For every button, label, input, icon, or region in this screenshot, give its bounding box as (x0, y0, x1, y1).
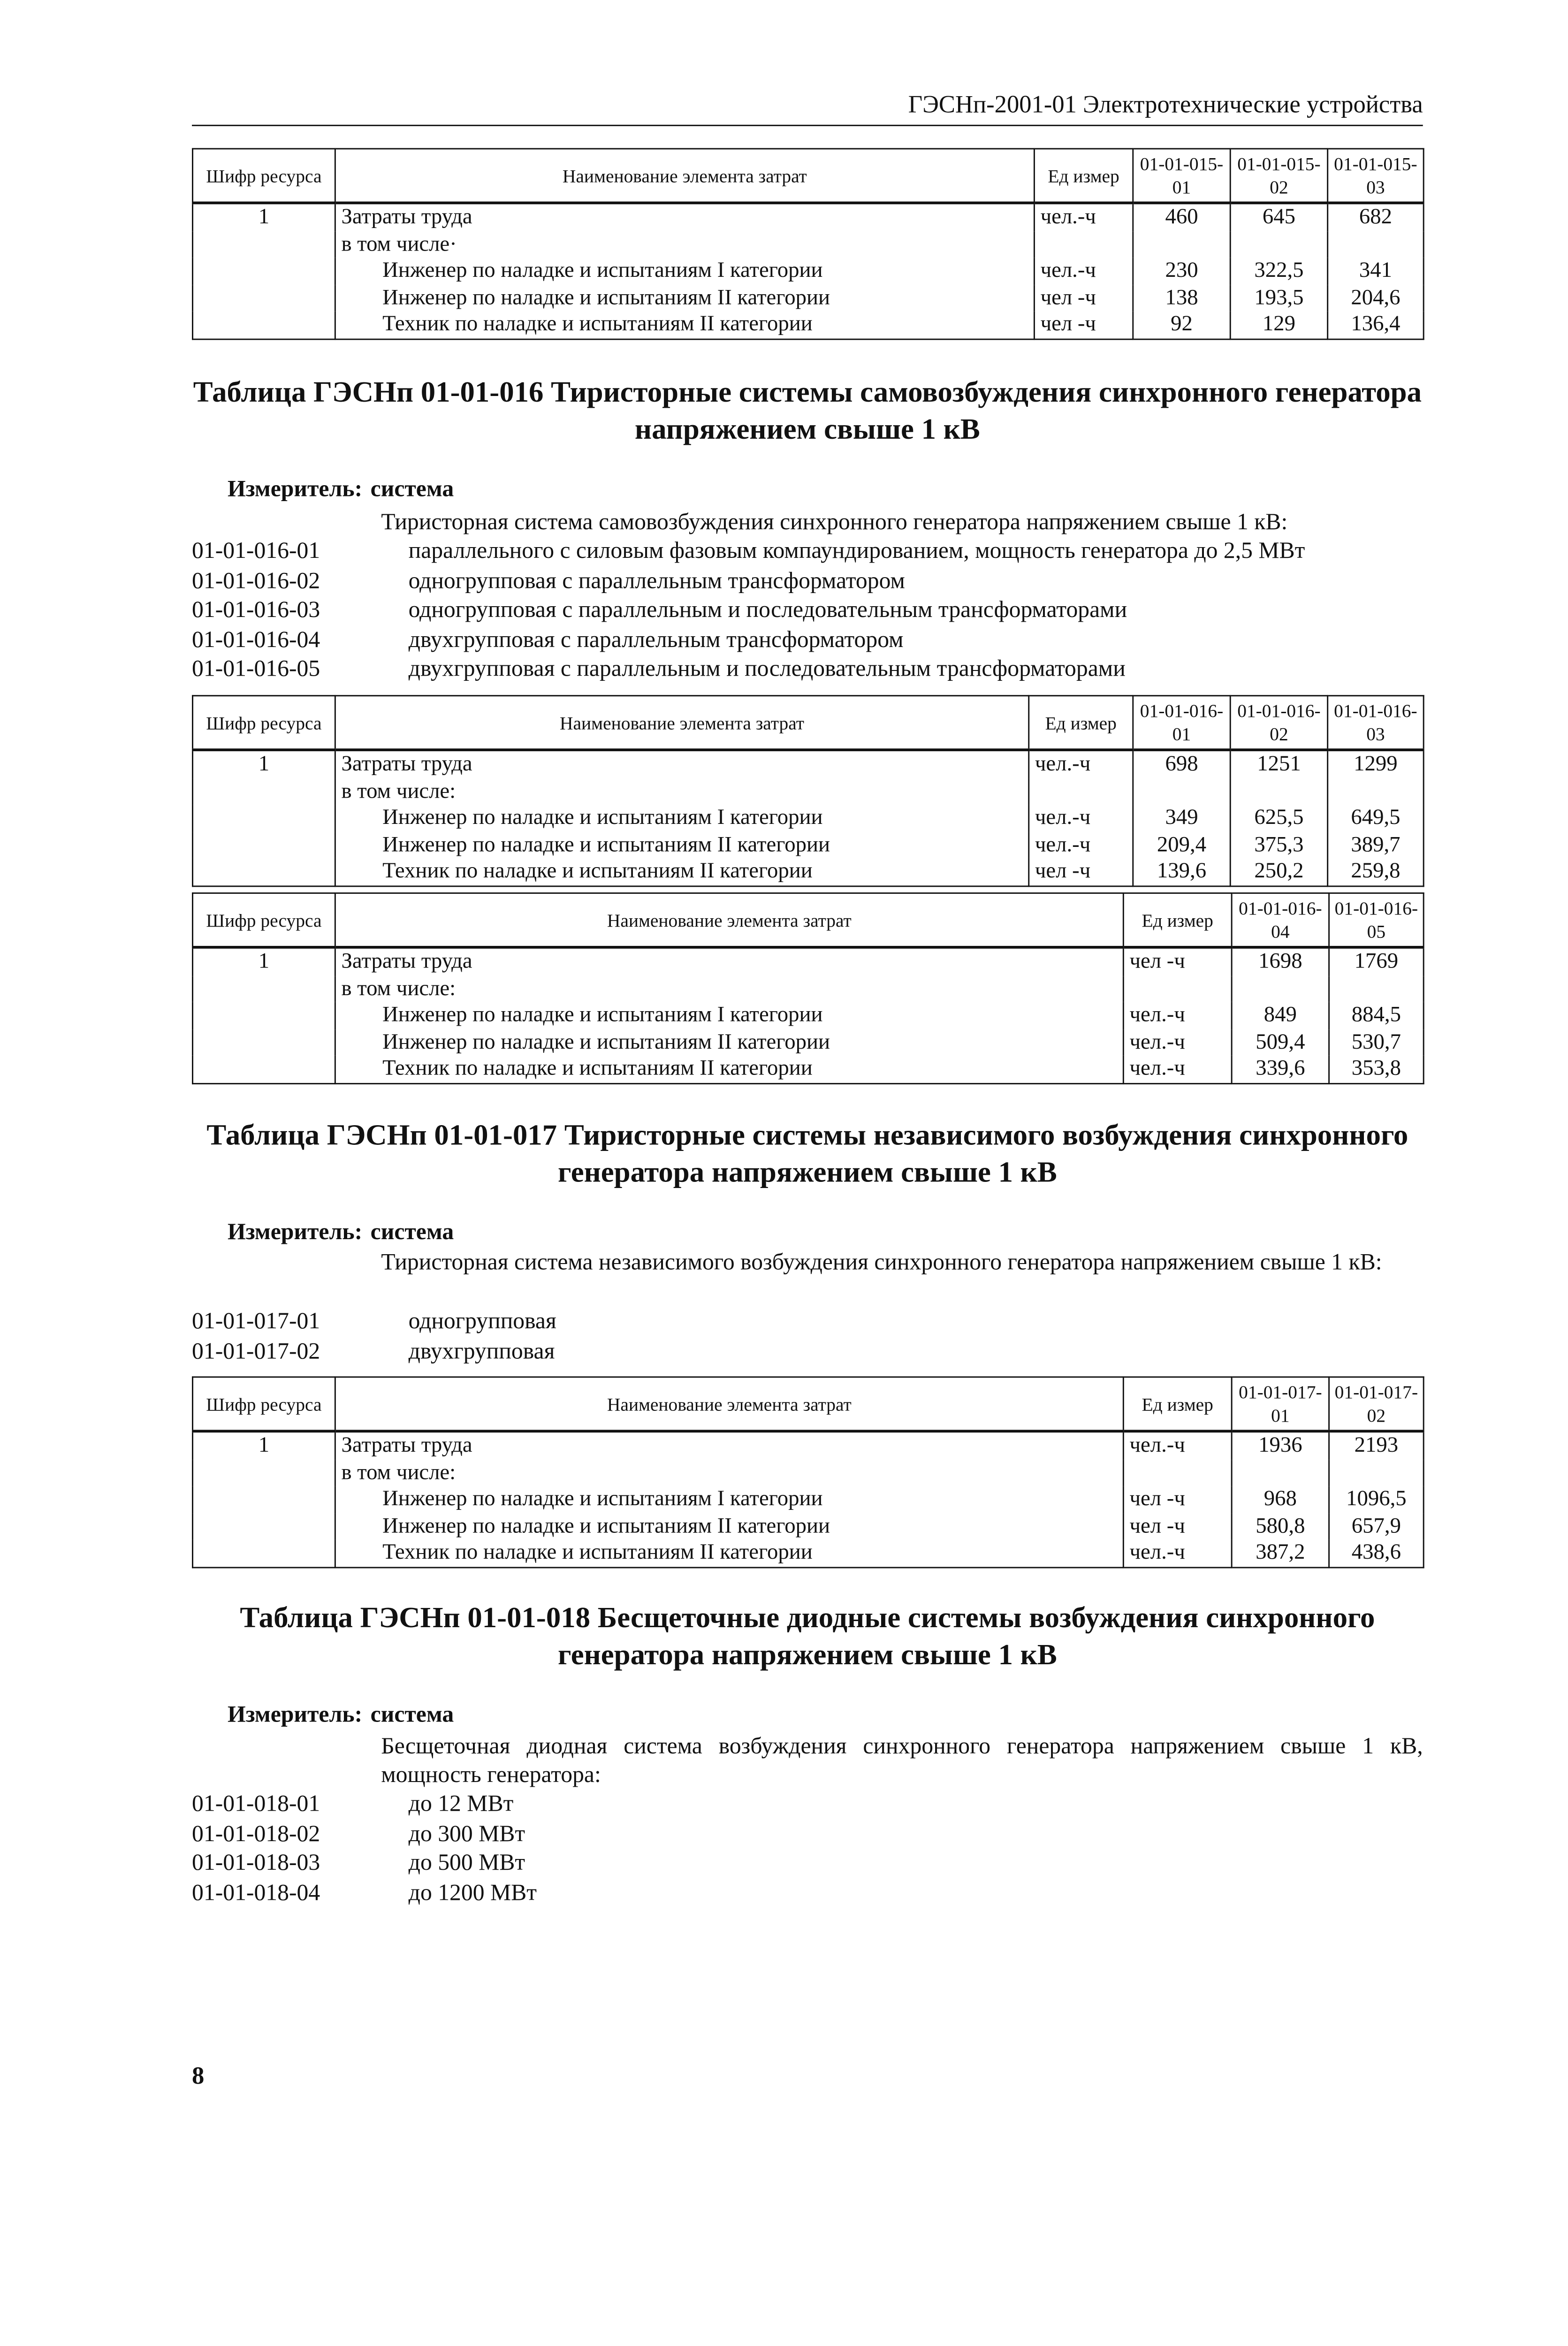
cell-code (192, 858, 335, 885)
cell-code: 1 (192, 203, 335, 231)
cell-unit (1123, 1459, 1232, 1486)
cell-code (192, 1513, 335, 1539)
cell-code (192, 805, 335, 831)
col-header-unit: Ед измер (1123, 1377, 1232, 1431)
code-list-016 (192, 536, 1423, 683)
table-row (192, 1486, 1423, 1513)
cell-name: Инженер по наладке и испытаниям II категории (335, 831, 1028, 858)
table-row (192, 1459, 1423, 1486)
cell-value: 349 (1133, 805, 1230, 831)
cell-name: Техник по наладке и испытаниям II категории (335, 858, 1028, 885)
col-header-name: Наименование элемента затрат (335, 893, 1123, 947)
list-item (192, 1819, 1423, 1848)
table-row (192, 1056, 1423, 1083)
cell-value: 530,7 (1329, 1029, 1424, 1056)
list-item (192, 565, 1423, 595)
norm-code: 01-01-016-01 (192, 537, 320, 564)
cell-value: 389,7 (1328, 831, 1424, 858)
cell-code: 1 (192, 947, 335, 975)
cell-unit: чел -ч (1123, 1486, 1232, 1513)
cell-unit: чел.-ч (1123, 1002, 1232, 1029)
cell-value: 509,4 (1232, 1029, 1329, 1056)
table-row (192, 203, 1423, 231)
norm-desc: двухгрупповая (408, 1337, 555, 1363)
cell-code (192, 258, 335, 284)
cell-value: 438,6 (1329, 1539, 1424, 1567)
col-header-name: Наименование элемента затрат (335, 149, 1034, 203)
cell-value: 341 (1328, 258, 1424, 284)
col-header-norm-2: 01-01-016-02 (1230, 696, 1327, 750)
cell-value: 375,3 (1230, 831, 1327, 858)
table-row (192, 750, 1423, 778)
cell-name: в том числе: (335, 778, 1028, 805)
table-header-row (192, 149, 1423, 203)
cell-value: 1698 (1232, 947, 1329, 975)
cell-value: 2193 (1329, 1431, 1424, 1459)
cell-value: 204,6 (1328, 284, 1424, 311)
cell-code: 1 (192, 750, 335, 778)
cell-unit: чел -ч (1034, 284, 1133, 311)
cell-name: Инженер по наладке и испытаниям I категории (335, 805, 1028, 831)
cell-value: 1096,5 (1329, 1486, 1424, 1513)
meter-label: Измеритель: (228, 1219, 363, 1245)
cell-value: 1299 (1328, 750, 1424, 778)
cell-code (192, 1002, 335, 1029)
cell-value: 645 (1230, 203, 1327, 231)
cell-code (192, 231, 335, 258)
cell-unit (1034, 231, 1133, 258)
cell-code (192, 1539, 335, 1567)
cell-unit: чел.-ч (1123, 1029, 1232, 1056)
cell-value (1329, 975, 1424, 1002)
norm-desc: одногрупповая с параллельным и последовательным трансформаторами (408, 596, 1127, 623)
cell-value (1329, 1459, 1424, 1486)
cell-value: 849 (1232, 1002, 1329, 1029)
list-item (192, 536, 1423, 565)
cell-value: 209,4 (1133, 831, 1230, 858)
norm-code: 01-01-017-02 (192, 1337, 320, 1363)
norm-code: 01-01-016-05 (192, 655, 320, 682)
col-header-code: Шифр ресурса (192, 149, 335, 203)
norm-desc: одногрупповая (408, 1308, 556, 1334)
cell-unit: чел.-ч (1123, 1431, 1232, 1459)
cell-name: в том числе: (335, 1459, 1123, 1486)
table-016b-costs (192, 892, 1424, 1084)
col-header-norm-3: 01-01-015-03 (1328, 149, 1424, 203)
table-header-row (192, 696, 1423, 750)
cell-value (1230, 778, 1327, 805)
cell-name: Затраты труда (335, 750, 1028, 778)
list-item (192, 1789, 1423, 1819)
col-header-norm-3: 01-01-016-03 (1328, 696, 1424, 750)
norm-code: 01-01-018-03 (192, 1849, 320, 1875)
norm-desc: до 12 МВт (408, 1790, 514, 1817)
table-row (192, 831, 1423, 858)
norm-desc: параллельного с силовым фазовым компаундированием, мощность генератора до 2,5 МВт (408, 537, 1305, 564)
cell-unit: чел -ч (1034, 311, 1133, 338)
section-title-016: Таблица ГЭСНп 01-01-016 Тиристорные системы самовозбуждения синхронного генератора напряжением свыше 1 кВ (193, 375, 1422, 446)
meter-016 (228, 476, 454, 503)
norm-desc: двухгрупповая с параллельным и последовательным трансформаторами (408, 655, 1126, 682)
cell-value: 339,6 (1232, 1056, 1329, 1083)
list-item (192, 595, 1423, 625)
cell-unit: чел -ч (1123, 947, 1232, 975)
cell-value (1328, 778, 1424, 805)
meter-value: система (370, 1219, 454, 1245)
cell-value: 1251 (1230, 750, 1327, 778)
table-row (192, 311, 1423, 338)
col-header-code: Шифр ресурса (192, 1377, 335, 1431)
cell-unit (1029, 778, 1133, 805)
table-row (192, 1002, 1423, 1029)
list-item (192, 625, 1423, 654)
norm-desc: двухгрупповая с параллельным трансформатором (408, 625, 904, 652)
cell-code (192, 1056, 335, 1083)
col-header-norm-1: 01-01-017-01 (1232, 1377, 1329, 1431)
cell-value: 230 (1133, 258, 1230, 284)
norm-code: 01-01-016-02 (192, 567, 320, 593)
cell-value: 250,2 (1230, 858, 1327, 885)
norm-code: 01-01-016-03 (192, 596, 320, 623)
cell-value (1133, 778, 1230, 805)
norm-code: 01-01-016-04 (192, 625, 320, 652)
cell-unit (1123, 975, 1232, 1002)
section-title-017: Таблица ГЭСНп 01-01-017 Тиристорные системы независимого возбуждения синхронного генератора напряжением свыше 1 кВ (206, 1119, 1408, 1189)
col-header-norm-2: 01-01-015-02 (1230, 149, 1327, 203)
table-row (192, 231, 1423, 258)
cell-name: Инженер по наладке и испытаниям I категории (335, 1002, 1123, 1029)
cell-code (192, 1029, 335, 1056)
cell-name: Инженер по наладке и испытаниям I категории (335, 258, 1034, 284)
cell-value: 657,9 (1329, 1513, 1424, 1539)
cell-value: 139,6 (1133, 858, 1230, 885)
table-header-row (192, 1377, 1423, 1431)
table-row (192, 1029, 1423, 1056)
table-row (192, 975, 1423, 1002)
table-row (192, 1431, 1423, 1459)
cell-value: 92 (1133, 311, 1230, 338)
norm-desc: до 500 МВт (408, 1849, 525, 1875)
col-header-norm-2: 01-01-017-02 (1329, 1377, 1424, 1431)
meter-label: Измеритель: (228, 475, 363, 502)
intro-018: Бесщеточная диодная система возбуждения синхронного генератора напряжением свыше 1 кВ, мощность генератора: (381, 1733, 1423, 1788)
cell-value (1232, 975, 1329, 1002)
meter-label: Измеритель: (228, 1701, 363, 1728)
cell-name: Инженер по наладке и испытаниям I категории (335, 1486, 1123, 1513)
cell-value: 968 (1232, 1486, 1329, 1513)
table-row (192, 1513, 1423, 1539)
meter-value: система (370, 1701, 454, 1728)
table-row (192, 947, 1423, 975)
cell-name: Техник по наладке и испытаниям II категории (335, 1056, 1123, 1083)
running-header: ГЭСНп-2001-01 Электротехнические устройства (192, 89, 1423, 126)
cell-unit: чел -ч (1123, 1513, 1232, 1539)
norm-code: 01-01-018-02 (192, 1820, 320, 1846)
list-item (192, 1306, 1423, 1336)
table-row (192, 258, 1423, 284)
cell-value: 884,5 (1329, 1002, 1424, 1029)
cell-name: Техник по наладке и испытаниям II категории (335, 311, 1034, 338)
code-list-017 (192, 1306, 1423, 1365)
cell-unit: чел.-ч (1029, 750, 1133, 778)
cell-value: 698 (1133, 750, 1230, 778)
norm-desc: до 1200 МВт (408, 1879, 537, 1905)
cell-value: 129 (1230, 311, 1327, 338)
cell-value: 259,8 (1328, 858, 1424, 885)
cell-name: Затраты труда (335, 1431, 1123, 1459)
cell-unit: чел.-ч (1034, 203, 1133, 231)
col-header-name: Наименование элемента затрат (335, 696, 1028, 750)
cell-unit: чел.-ч (1029, 805, 1133, 831)
cell-value (1232, 1459, 1329, 1486)
cell-unit: чел.-ч (1034, 258, 1133, 284)
table-row (192, 778, 1423, 805)
norm-desc: одногрупповая с параллельным трансформатором (408, 567, 905, 593)
section-title-018: Таблица ГЭСНп 01-01-018 Бесщеточные диодные системы возбуждения синхронного генератора напряжением свыше 1 кВ (240, 1601, 1375, 1671)
cell-unit: чел.-ч (1123, 1056, 1232, 1083)
cell-name: в том числе: (335, 975, 1123, 1002)
table-row (192, 805, 1423, 831)
intro-016: Тиристорная система самовозбуждения синхронного генератора напряжением свыше 1 кВ: (381, 508, 1288, 535)
col-header-norm-1: 01-01-015-01 (1133, 149, 1230, 203)
cell-code (192, 311, 335, 338)
cell-value: 682 (1328, 203, 1424, 231)
norm-code: 01-01-018-04 (192, 1879, 320, 1905)
norm-desc: до 300 МВт (408, 1820, 525, 1846)
cell-unit: чел -ч (1029, 858, 1133, 885)
cell-code (192, 1486, 335, 1513)
cell-code (192, 1459, 335, 1486)
cell-code (192, 831, 335, 858)
cell-value: 322,5 (1230, 258, 1327, 284)
cell-unit: чел.-ч (1029, 831, 1133, 858)
cell-code (192, 778, 335, 805)
norm-code: 01-01-018-01 (192, 1790, 320, 1817)
table-row (192, 858, 1423, 885)
table-015-costs (192, 148, 1424, 340)
table-row (192, 284, 1423, 311)
cell-name: Инженер по наладке и испытаниям II категории (335, 1029, 1123, 1056)
cell-value (1328, 231, 1424, 258)
meter-018 (228, 1701, 454, 1729)
table-header-row (192, 893, 1423, 947)
cell-name: Инженер по наладке и испытаниям II категории (335, 1513, 1123, 1539)
col-header-name: Наименование элемента затрат (335, 1377, 1123, 1431)
col-header-code: Шифр ресурса (192, 696, 335, 750)
col-header-code: Шифр ресурса (192, 893, 335, 947)
col-header-unit: Ед измер (1034, 149, 1133, 203)
meter-017 (228, 1219, 454, 1246)
cell-value (1230, 231, 1327, 258)
cell-value: 138 (1133, 284, 1230, 311)
cell-value: 460 (1133, 203, 1230, 231)
cell-value: 387,2 (1232, 1539, 1329, 1567)
table-017-costs (192, 1376, 1424, 1568)
cell-code: 1 (192, 1431, 335, 1459)
col-header-unit: Ед измер (1029, 696, 1133, 750)
col-header-norm-4: 01-01-016-04 (1232, 893, 1329, 947)
list-item (192, 1877, 1423, 1907)
cell-value: 136,4 (1328, 311, 1424, 338)
cell-name: в том числе· (335, 231, 1034, 258)
meter-value: система (370, 475, 454, 502)
col-header-unit: Ед измер (1123, 893, 1232, 947)
cell-name: Затраты труда (335, 947, 1123, 975)
cell-code (192, 975, 335, 1002)
intro-017: Тиристорная система независимого возбуждения синхронного генератора напряжением свыше 1 кВ: (381, 1249, 1382, 1275)
cell-name: Затраты труда (335, 203, 1034, 231)
cell-name: Техник по наладке и испытаниям II категории (335, 1539, 1123, 1567)
list-item (192, 1848, 1423, 1877)
cell-value: 649,5 (1328, 805, 1424, 831)
cell-value: 1936 (1232, 1431, 1329, 1459)
page-number: 8 (192, 2062, 205, 2089)
cell-value: 1769 (1329, 947, 1424, 975)
cell-unit: чел.-ч (1123, 1539, 1232, 1567)
cell-value: 625,5 (1230, 805, 1327, 831)
list-item (192, 1336, 1423, 1365)
cell-code (192, 284, 335, 311)
col-header-norm-5: 01-01-016-05 (1329, 893, 1424, 947)
cell-value: 580,8 (1232, 1513, 1329, 1539)
norm-code: 01-01-017-01 (192, 1308, 320, 1334)
table-row (192, 1539, 1423, 1567)
cell-value: 353,8 (1329, 1056, 1424, 1083)
code-list-018 (192, 1789, 1423, 1907)
cell-name: Инженер по наладке и испытаниям II категории (335, 284, 1034, 311)
table-016a-costs (192, 695, 1424, 886)
list-item (192, 654, 1423, 684)
cell-value (1133, 231, 1230, 258)
cell-value: 193,5 (1230, 284, 1327, 311)
col-header-norm-1: 01-01-016-01 (1133, 696, 1230, 750)
